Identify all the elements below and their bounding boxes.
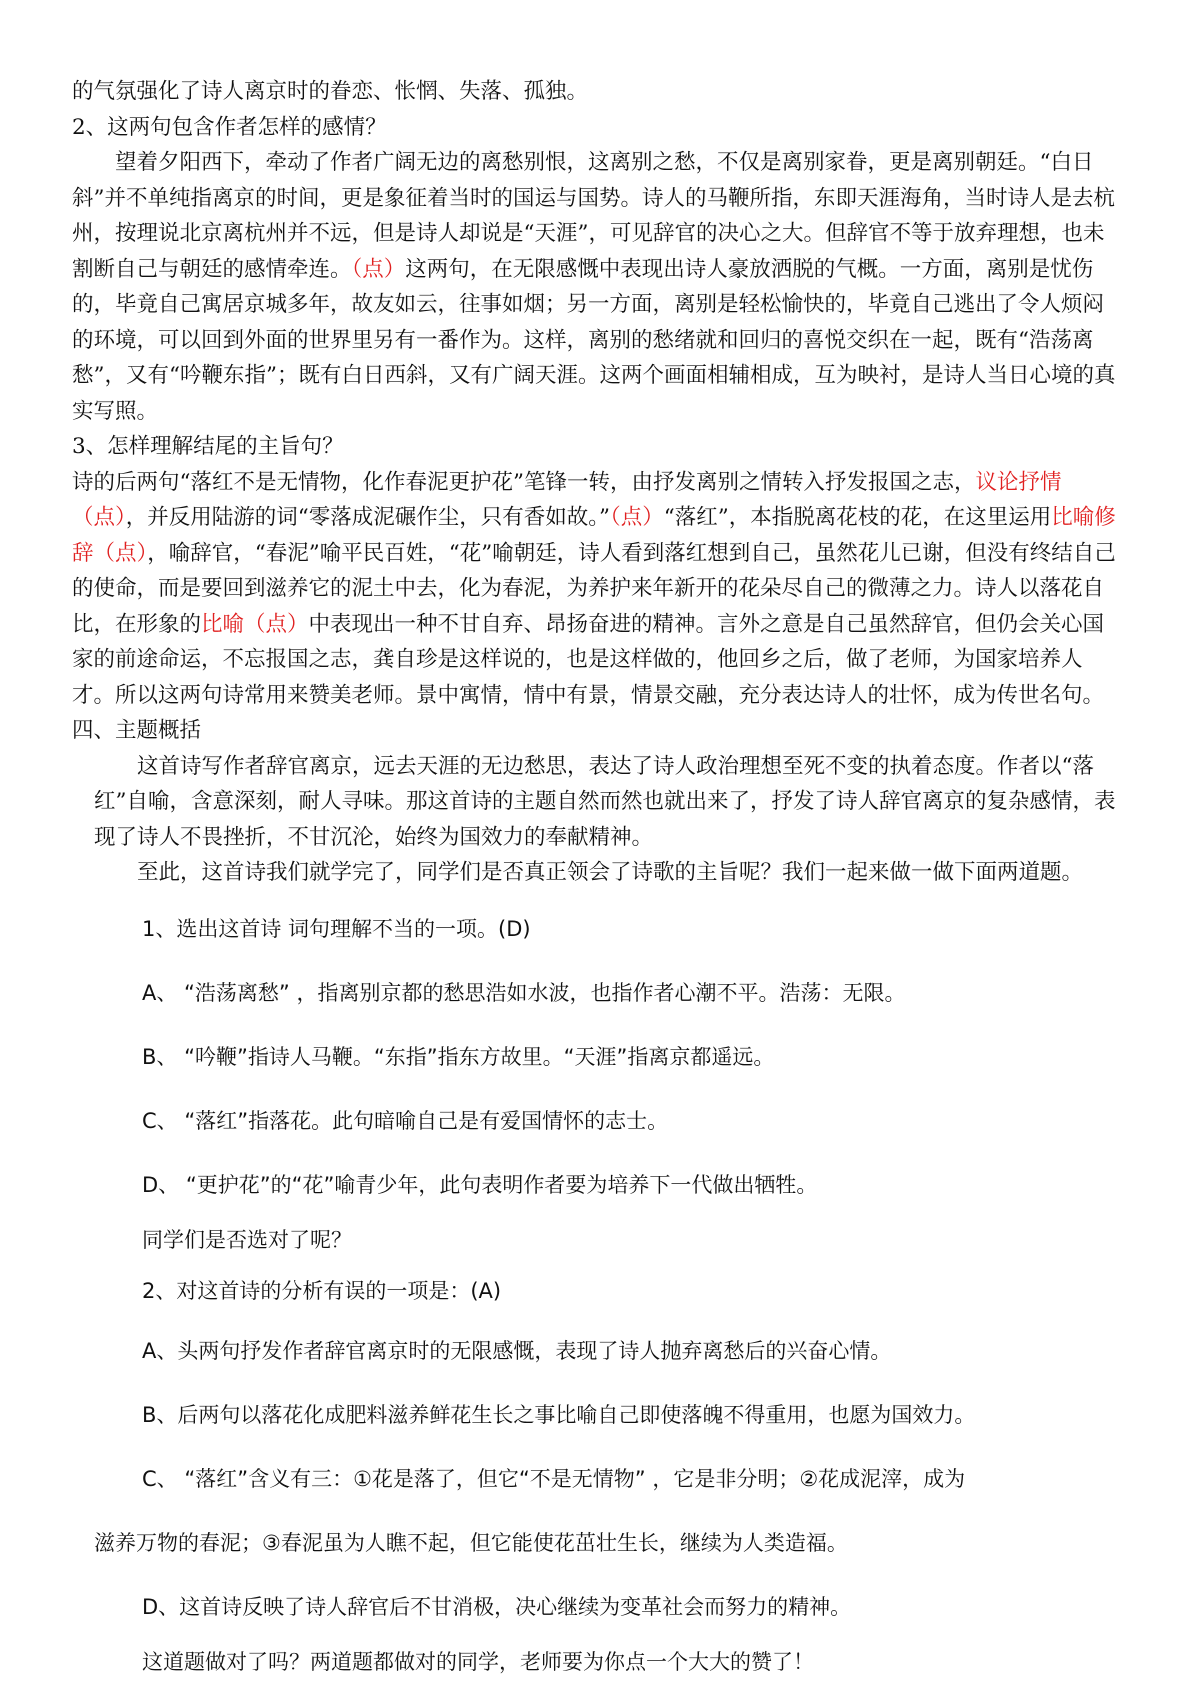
theme-section: [72, 749, 1120, 891]
intro-tail-text: 的气氛强化了诗人离京时的眷恋、怅惘、失落、孤独。: [72, 79, 589, 104]
exercise-2-option-d: D、这首诗反映了诗人辞官后不甘消极，决心继续为变革社会而努力的精神。: [142, 1594, 852, 1619]
exercise-2-stem: 2、对这首诗的分析有误的一项是：(A): [142, 1278, 502, 1303]
answer-2-text-b: 这两句，在无限感慨中表现出诗人豪放洒脱的气概。一方面，离别是忧伤的，毕竟自己寓居京城多年，故友如云，往事如烟；另一方面，离别是轻松愉快的，毕竟自己逃出了令人烦闷的环境，可以回到外面的世界里另有一番作为。这样，离别的愁绪就和回归的喜悦交织在一起，既有“浩荡离愁”，又有“吟鞭东指”；既有白日西斜，又有广阔天涯。这两个画面相辅相成，互为映衬，是诗人当日心境的真实写照。: [72, 256, 1116, 424]
exercise-1-option-b: B、 “吟鞭”指诗人马鞭。“东指”指东方故里。“天涯”指离京都遥远。: [142, 1044, 775, 1069]
exercise-section: [72, 897, 1120, 1685]
point-mark: （点）: [351, 256, 406, 282]
theme-heading: 四、主题概括: [72, 718, 202, 743]
answer-3-text-2: ，并反用陆游的词“零落成泥碾作尘，只有香如故。”: [125, 505, 611, 530]
question-2-heading: 2、这两句包含作者怎样的感情？: [72, 114, 387, 140]
exercise-1-option-d: D、 “更护花”的“花”喻青少年，此句表明作者要为培养下一代做出牺牲。: [142, 1172, 818, 1197]
highlight-metaphor: 比喻（点）: [201, 611, 309, 637]
exercise-intro: 至此，这首诗我们就学完了，同学们是否真正领会了诗歌的主旨呢？我们一起来做一做下面两道题。: [137, 860, 1084, 885]
exercise-1-stem: 1、选出这首诗 词句理解不当的一项。(D): [142, 916, 531, 941]
answer-3-text-1: 诗的后两句“落红不是无情物，化作春泥更护花”笔锋一转，由抒发离别之情转入抒发报国之志，: [72, 469, 976, 495]
question-3-heading: 3、怎样理解结尾的主旨句？: [72, 434, 344, 459]
highlight-metaphor-rhetoric: 比喻修辞（点）: [72, 505, 1116, 566]
answer-3-text-4: ，喻辞官，“春泥”喻平民百姓，“花”喻朝廷，诗人看到落红想到自己，虽然花儿已谢，但没有终结自己的使命，而是要回到滋养它的泥土中去，化为春泥，为养护来年新开的花朵尽自己的微薄之力。诗人以落花自比，在形象的: [72, 540, 1116, 637]
highlight-argument-lyric: 议论抒情（点）: [72, 469, 1062, 530]
analysis-section: [72, 74, 1120, 749]
exercise-2-note: 这道题做对了吗？两道题都做对的同学，老师要为你点一个大大的赞了！: [142, 1649, 814, 1674]
exercise-1-option-a: A、 “浩荡离愁” ，指离别京都的愁思浩如水波，也指作者心潮不平。浩荡：无限。: [142, 980, 906, 1005]
document-page: [72, 74, 1120, 1685]
question-2-answer: [72, 145, 1120, 429]
point-mark: （点）: [610, 505, 664, 530]
theme-summary: 这首诗写作者辞官离京，远去天涯的无边愁思，表达了诗人政治理想至死不变的执着态度。作者以“落红”自喻，含意深刻，耐人寻味。那这首诗的主题自然而然也就出来了，抒发了诗人辞官离京的复杂感情，表现了诗人不畏挫折，不甘沉沦，始终为国效力的奉献精神。: [94, 753, 1116, 850]
exercise-2-option-c-continued: 滋养万物的春泥；③春泥虽为人瞧不起，但它能使花茁壮生长，继续为人类造福。: [94, 1530, 848, 1555]
answer-3-text-3: “落红”，本指脱离花枝的花，在这里运用: [663, 505, 1052, 530]
exercise-1-note: 同学们是否选对了呢？: [142, 1227, 352, 1252]
question-3-answer: [72, 465, 1120, 714]
exercise-2-option-a: A、头两句抒发作者辞官离京时的无限感慨，表现了诗人抛弃离愁后的兴奋心情。: [142, 1338, 892, 1363]
exercise-2-option-c: C、 “落红”含义有三：①花是落了，但它“不是无情物” ，它是非分明；②花成泥滓，成为: [142, 1466, 966, 1491]
exercise-2-option-b: B、后两句以落花化成肥料滋养鲜花生长之事比喻自己即使落魄不得重用，也愿为国效力。: [142, 1402, 976, 1427]
answer-3-text-5: 中表现出一种不甘自弃、昂扬奋进的精神。言外之意是自己虽然辞官，但仍会关心国家的前途命运，不忘报国之志，龚自珍是这样说的，也是这样做的，他回乡之后，做了老师，为国家培养人才。所以这两句诗常用来赞美老师。景中寓情，情中有景，情景交融，充分表达诗人的壮怀，成为传世名句。: [72, 611, 1105, 708]
exercise-1-option-c: C、 “落红”指落花。此句暗喻自己是有爱国情怀的志士。: [142, 1108, 669, 1133]
answer-2-text-a: 望着夕阳西下，牵动了作者广阔无边的离愁别恨，这离别之愁，不仅是离别家眷，更是离别朝廷。“白日斜”并不单纯指离京的时间，更是象征着当时的国运与国势。诗人的马鞭所指，东即天涯海角，当时诗人是去杭州，按理说北京离杭州并不远，但是诗人却说是“天涯”，可见辞官的决心之大。但辞官不等于放弃理想，也未割断自己与朝廷的感情牵连。: [72, 150, 1115, 282]
